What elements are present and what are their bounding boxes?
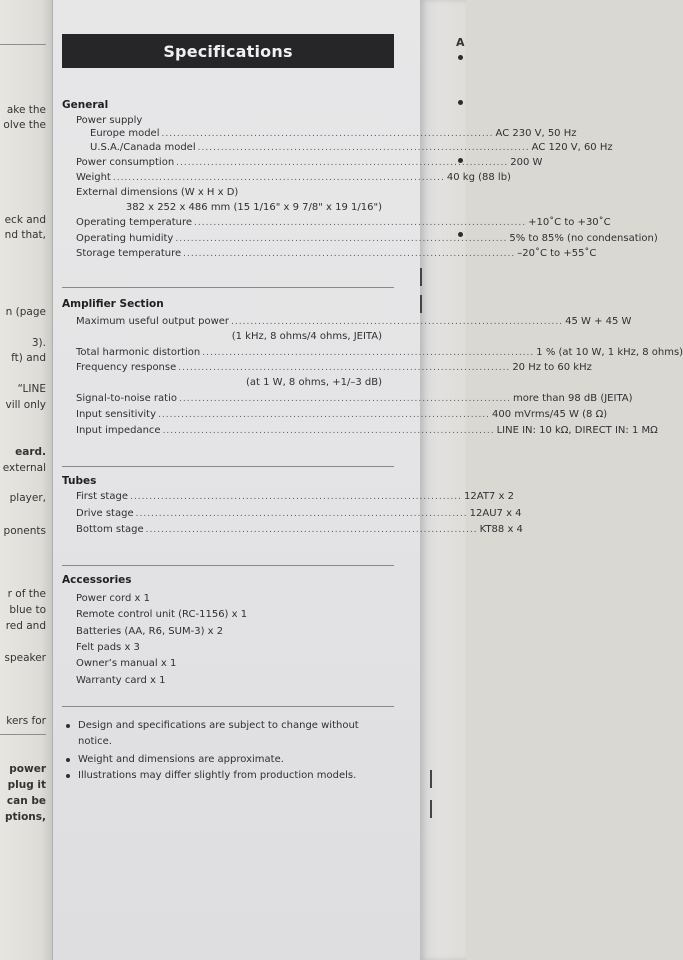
spec-row-snr <box>76 392 633 406</box>
left-text-fragment: vill only <box>5 399 46 411</box>
note-design-specifications: Design and specifications are subject to change without <box>78 720 359 731</box>
leader-dots: ...................................................................................... <box>197 143 530 153</box>
right-mark <box>420 295 422 313</box>
accessory-item: Batteries (AA, R6, SUM-3) x 2 <box>76 626 224 637</box>
spec-row-first-stage <box>76 490 514 504</box>
section-divider <box>62 466 394 467</box>
spec-label: First stage <box>76 491 128 502</box>
spec-row-thd <box>76 346 683 360</box>
left-text-fragment: eard. <box>15 446 46 458</box>
spec-value: KT88 x 4 <box>479 524 523 535</box>
frequency-note: (at 1 W, 8 ohms, +1/–3 dB) <box>246 377 382 388</box>
accessory-item: Owner’s manual x 1 <box>76 658 177 669</box>
accessory-item: Felt pads x 3 <box>76 642 140 653</box>
power-supply-label: Power supply <box>76 115 143 126</box>
spec-row-input-sensitivity <box>76 408 608 422</box>
left-text-fragment: 3). <box>31 337 46 349</box>
page-title: Specifications <box>62 34 394 68</box>
spec-row-input-impedance <box>76 424 658 438</box>
spec-value: LINE IN: 10 kΩ, DIRECT IN: 1 MΩ <box>496 425 658 436</box>
spec-value: –20˚C to +55˚C <box>517 248 597 259</box>
spec-value: AC 120 V, 60 Hz <box>531 142 613 153</box>
left-text-fragment: player, <box>9 492 46 504</box>
bullet-icon <box>66 758 70 762</box>
spec-label: Weight <box>76 172 111 183</box>
spec-label: Total harmonic distortion <box>76 347 201 358</box>
leader-dots: ...................................................................................... <box>202 348 535 358</box>
left-text-fragment: n (page <box>5 306 46 318</box>
spec-value: AC 230 V, 50 Hz <box>495 128 577 139</box>
leader-dots: ...................................................................................... <box>158 410 491 420</box>
spec-row-operating-humidity <box>76 232 658 246</box>
leader-dots: ...................................................................................... <box>129 492 463 502</box>
section-heading-accessories: Accessories <box>62 574 132 586</box>
spec-value: 20 Hz to 60 kHz <box>512 362 592 373</box>
left-text-fragment: “LINE <box>17 383 46 395</box>
left-text-fragment: r of the <box>7 588 46 600</box>
spec-label: Input impedance <box>76 425 161 436</box>
leader-dots: ...................................................................................... <box>145 525 478 535</box>
dimensions-value: 382 x 252 x 486 mm (15 1/16" x 9 7/8" x 19 1/16") <box>125 202 382 213</box>
accessory-item: Remote control unit (RC-1156) x 1 <box>76 609 248 620</box>
leader-dots: ...................................................................................... <box>194 218 527 228</box>
left-text-fragment: power <box>9 763 46 775</box>
spec-label: Maximum useful output power <box>76 316 230 327</box>
spec-label: Power consumption <box>76 157 175 168</box>
left-rule-top <box>0 44 46 45</box>
accessory-item: Warranty card x 1 <box>76 675 166 686</box>
dimensions-label: External dimensions (W x H x D) <box>76 187 239 198</box>
right-page-letter: A <box>456 36 465 49</box>
spec-value: 40 kg (88 lb) <box>446 172 511 183</box>
spec-row-europe <box>90 127 577 141</box>
spec-label: Input sensitivity <box>76 409 156 420</box>
spec-row-weight <box>76 171 511 185</box>
spec-label: Signal-to-noise ratio <box>76 393 177 404</box>
spec-label: Europe model <box>90 128 160 139</box>
right-mark <box>420 268 422 286</box>
section-heading-amplifier: Amplifier Section <box>62 298 164 310</box>
leader-dots: ...................................................................................... <box>162 426 495 436</box>
leader-dots: ...................................................................................... <box>135 509 468 519</box>
section-divider <box>62 565 394 566</box>
spec-row-bottom-stage <box>76 523 523 537</box>
left-text-fragment: ft) and <box>11 352 46 364</box>
spec-value: 45 W + 45 W <box>565 316 632 327</box>
right-bullet-icon <box>458 100 463 105</box>
spec-row-drive-stage <box>76 507 522 521</box>
right-mark <box>430 770 432 788</box>
left-text-fragment: plug it <box>7 779 46 791</box>
spec-value: 400 mVrms/45 W (8 Ω) <box>492 409 608 420</box>
bullet-icon <box>66 724 70 728</box>
max-power-note: (1 kHz, 8 ohms/4 ohms, JEITA) <box>231 331 382 342</box>
left-text-fragment: can be <box>6 795 46 807</box>
note-design-specifications-cont: notice. <box>78 736 112 747</box>
spec-value: +10˚C to +30˚C <box>528 217 611 228</box>
section-heading-tubes: Tubes <box>62 475 97 487</box>
section-heading-general: General <box>62 99 109 111</box>
leader-dots: ...................................................................................... <box>179 394 512 404</box>
left-text-fragment: ptions, <box>4 811 46 823</box>
bullet-icon <box>66 774 70 778</box>
left-text-fragment: external <box>2 462 46 474</box>
spec-label: Frequency response <box>76 362 177 373</box>
leader-dots: ...................................................................................... <box>175 234 508 244</box>
spec-label: Bottom stage <box>76 524 144 535</box>
accessory-item: Power cord x 1 <box>76 593 150 604</box>
left-text-fragment: olve the <box>3 119 46 131</box>
left-text-fragment: speaker <box>4 652 46 664</box>
section-divider <box>62 287 394 288</box>
spec-label: Storage temperature <box>76 248 182 259</box>
leader-dots: ...................................................................................... <box>183 249 516 259</box>
spec-row-max-power <box>76 315 632 329</box>
left-text-fragment: ake the <box>6 104 46 116</box>
spec-value: 1 % (at 10 W, 1 kHz, 8 ohms) <box>536 347 683 358</box>
section-divider <box>62 706 394 707</box>
spec-value: more than 98 dB (JEITA) <box>513 393 633 404</box>
leader-dots: ...................................................................................... <box>161 129 494 139</box>
spec-row-power-consumption <box>76 156 543 170</box>
leader-dots: ...................................................................................... <box>176 158 509 168</box>
spec-label: Operating humidity <box>76 233 174 244</box>
spec-row-frequency-response <box>76 361 592 375</box>
left-text-fragment: blue to <box>9 604 46 616</box>
spec-label: Operating temperature <box>76 217 193 228</box>
spec-label: Drive stage <box>76 508 134 519</box>
spec-value: 12AT7 x 2 <box>464 491 514 502</box>
spec-value: 5% to 85% (no condensation) <box>509 233 658 244</box>
leader-dots: ...................................................................................... <box>112 173 445 183</box>
left-text-fragment: red and <box>5 620 46 632</box>
right-mark <box>430 800 432 818</box>
spec-value: 200 W <box>510 157 543 168</box>
left-rule-bottom <box>0 734 46 735</box>
left-text-fragment: eck and <box>4 214 46 226</box>
spec-row-storage-temperature <box>76 247 597 261</box>
leader-dots: ...................................................................................... <box>178 363 511 373</box>
note-illustrations: Illustrations may differ slightly from production models. <box>78 770 357 781</box>
spec-row-operating-temperature <box>76 216 611 230</box>
note-weight-dimensions: Weight and dimensions are approximate. <box>78 754 284 765</box>
left-text-fragment: kers for <box>6 715 46 727</box>
spec-value: 12AU7 x 4 <box>469 508 522 519</box>
spec-row-usa <box>90 141 613 155</box>
right-bullet-icon <box>458 55 463 60</box>
left-page-fragment <box>0 0 52 960</box>
leader-dots: ...................................................................................... <box>231 317 564 327</box>
left-text-fragment: ponents <box>3 525 46 537</box>
left-text-fragment: nd that, <box>4 229 46 241</box>
spec-label: U.S.A./Canada model <box>90 142 196 153</box>
